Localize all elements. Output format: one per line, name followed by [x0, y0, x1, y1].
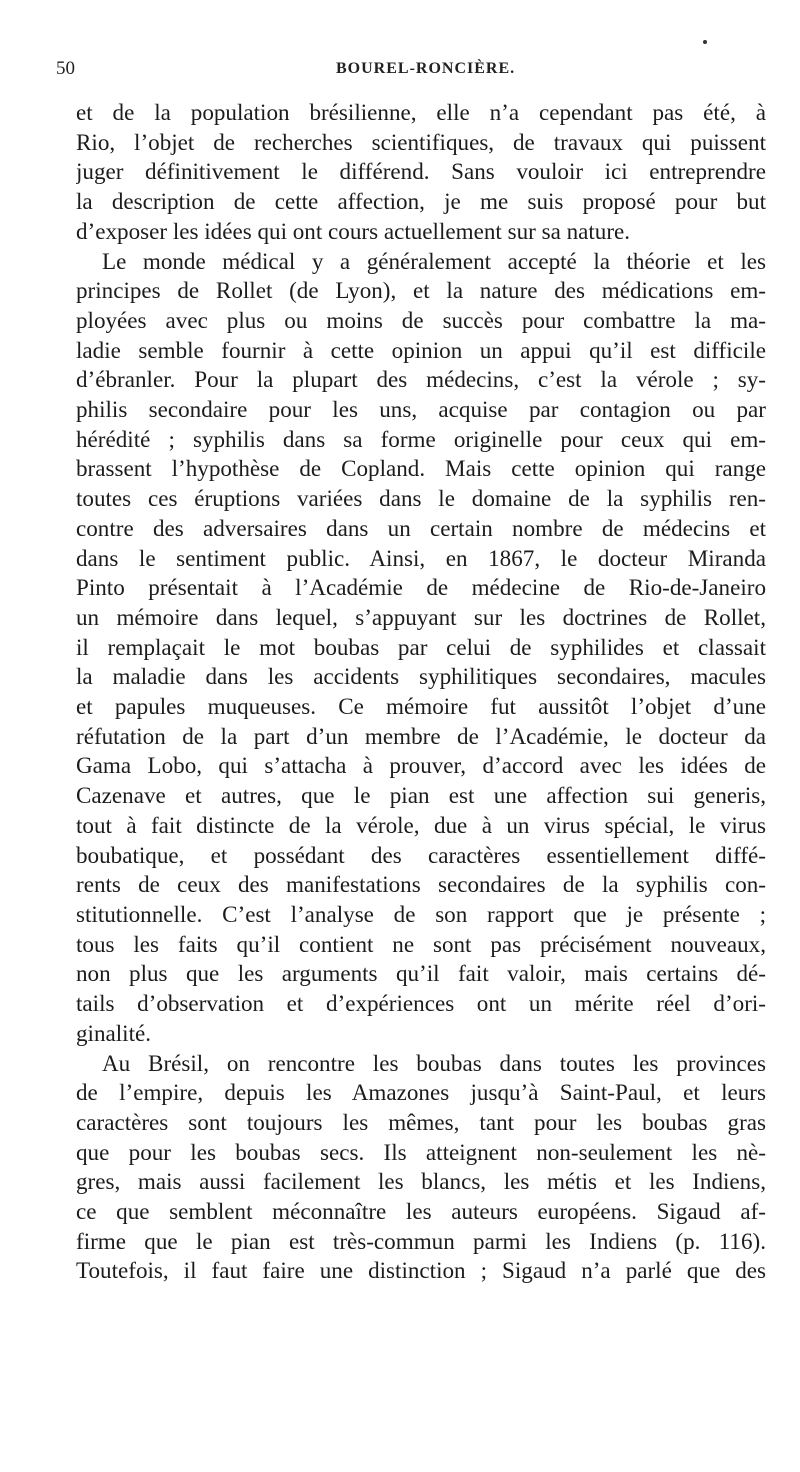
text-line: d’exposer les idées qui ont cours actuellement sur sa nature.: [76, 217, 631, 244]
text-line: ladie semble fournir à cette opinion un appui qu’il est difficile: [76, 336, 766, 363]
text-line: firme que le pian est très-commun parmi les Indiens (p. 116).: [76, 1227, 766, 1254]
page-header: [56, 58, 756, 88]
text-line: la maladie dans les accidents syphilitiques secondaires, macules: [76, 663, 766, 690]
text-line: la description de cette affection, je me suis proposé pour but: [76, 188, 766, 215]
text-line: juger définitivement le différend. Sans vouloir ici entreprendre: [76, 158, 766, 185]
ink-speck: [703, 40, 707, 44]
running-head: BOUREL-RONCIÈRE.: [336, 60, 516, 77]
text-line: rents de ceux des manifestations secondaires de la syphilis con-: [76, 871, 766, 898]
text-line: un mémoire dans lequel, s’appuyant sur les doctrines de Rollet,: [76, 603, 766, 630]
text-line: ginalité.: [76, 1019, 152, 1046]
text-line: contre des adversaires dans un certain nombre de médecins et: [76, 514, 766, 541]
text-line: caractères sont toujours les mêmes, tant pour les boubas gras: [76, 1108, 766, 1135]
text-line: non plus que les arguments qu’il fait valoir, mais certains dé-: [76, 960, 766, 987]
text-line: ployées avec plus ou moins de succès pour combattre la ma-: [76, 306, 766, 333]
text-line: Gama Lobo, qui s’attacha à prouver, d’accord avec les idées de: [76, 752, 766, 779]
text-line: Cazenave et autres, que le pian est une affection sui generis,: [76, 782, 766, 809]
text-line: tout à fait distincte de la vérole, due à un virus spécial, le virus: [76, 811, 766, 838]
text-line: Rio, l’objet de recherches scientifiques, de travaux qui puissent: [76, 128, 766, 155]
text-line: Au Brésil, on rencontre les boubas dans toutes les provinces: [102, 1049, 766, 1076]
text-line: toutes ces éruptions variées dans le domaine de la syphilis ren-: [76, 485, 766, 512]
text-line: que pour les boubas secs. Ils atteignent non-seulement les nè-: [76, 1138, 766, 1165]
text-line: d’ébranler. Pour la plupart des médecins, c’est la vérole ; sy-: [76, 366, 766, 393]
text-line: réfutation de la part d’un membre de l’Académie, le docteur da: [76, 722, 766, 749]
text-line: boubatique, et possédant des caractères essentiellement diffé-: [76, 841, 766, 868]
text-line: dans le sentiment public. Ainsi, en 1867, le docteur Miranda: [76, 544, 766, 571]
text-line: Pinto présentait à l’Académie de médecine de Rio-de-Janeiro: [76, 574, 766, 601]
text-line: Le monde médical y a généralement accepté la théorie et les: [102, 247, 766, 274]
text-line: stitutionnelle. C’est l’analyse de son rapport que je présente ;: [76, 900, 766, 927]
text-line: ce que semblent méconnaître les auteurs européens. Sigaud af-: [76, 1198, 766, 1225]
text-line: de l’empire, depuis les Amazones jusqu’à Saint-Paul, et leurs: [76, 1079, 766, 1106]
text-line: tails d’observation et d’expériences ont un mérite réel d’ori-: [76, 990, 766, 1017]
text-line: et papules muqueuses. Ce mémoire fut aussitôt l’objet d’une: [76, 693, 766, 720]
page-number: 50: [56, 58, 75, 79]
text-line: principes de Rollet (de Lyon), et la nature des médications em-: [76, 277, 766, 304]
text-line: brassent l’hypothèse de Copland. Mais cette opinion qui range: [76, 455, 766, 482]
text-line: Toutefois, il faut faire une distinction ; Sigaud n’a parlé que des: [76, 1257, 766, 1284]
body-text: [76, 98, 766, 1286]
text-line: gres, mais aussi facilement les blancs, les métis et les Indiens,: [76, 1168, 766, 1195]
text-line: et de la population brésilienne, elle n’a cependant pas été, à: [76, 99, 766, 125]
text-line: hérédité ; syphilis dans sa forme originelle pour ceux qui em-: [76, 425, 766, 452]
text-line: tous les faits qu’il contient ne sont pas précisément nouveaux,: [76, 930, 766, 957]
text-line: philis secondaire pour les uns, acquise par contagion ou par: [76, 396, 766, 423]
text-line: il remplaçait le mot boubas par celui de syphilides et classait: [76, 633, 766, 660]
